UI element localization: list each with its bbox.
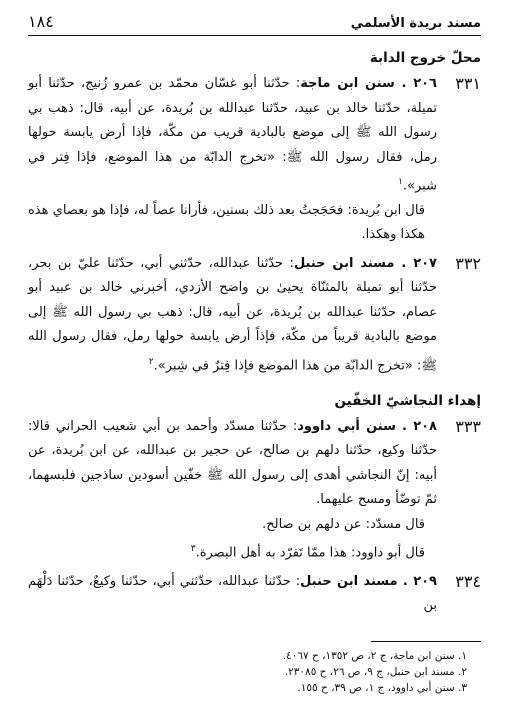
entry-number: ٣٣٢ — [455, 253, 481, 273]
entry-remark: قال مسدّد: عن دلهم بن صالح. — [262, 516, 425, 532]
entry-text — [28, 415, 437, 513]
entry-remark: قال ابن بُريدة: فحَجَجتُ بعد ذلك بسنين، فأرانا عصاً له، فإذا هو بعصاي هذه هكذا وهكذا. — [28, 202, 425, 243]
footnotes — [28, 648, 481, 696]
entry-narration: : حدّثنا أبو غسّان محمّد بن عمرو زُنيج، حدّثنا أبو تميلة، حدّثنا خالد بن عبيد، حدّثنا عبدالله بن بُريدة، عن أبيه، قال: ذهب بي رسول الله ﷺ إلى موضع بالبادية قريب من مكّة، فإذا أرض يابسة حولها رمل، فقال رسول الله ﷺ: «تخرج الدابّة من هذا الموضع، فإذا فِتر في شبر». — [28, 76, 437, 194]
entry-body — [28, 72, 437, 248]
entry-body — [28, 252, 437, 379]
hadith-entry — [28, 72, 481, 248]
running-title: مسند بريدة الأسلمي — [350, 16, 481, 31]
entry-number: ٣٣٣ — [455, 416, 481, 436]
entry-source: ٢٠٧ . مسند ابن حنبل — [293, 255, 437, 271]
entry-narration: : حدّثنا عبدالله، حدّثني أبي، حدّثنا وكيعٌ، حدّثنا دَلْهَم بن — [28, 573, 437, 614]
entry-narration: : حدّثنا مسدّد وأحمد بن أبي شعيب الحراني قالا: حدّثنا وكيع، حدّثنا دلهم بن صالح، عن حجير بن عبدالله، عن ابن بُريدة، عن أبيه: إنّ النجاشي أهدى إلى رسول الله ﷺ خفّين أسودين ساذجين فلبسهما، ثمّ توضّأ ومسح عليهما. — [28, 418, 437, 508]
hadith-entry — [28, 252, 481, 379]
entry-source: ٢٠٩ . مسند ابن حنبل — [300, 573, 437, 589]
entry-text — [28, 72, 437, 199]
footnote-ref: ٣ — [190, 544, 196, 555]
entry-source: ٢٠٨ . سنن أبي داوود — [297, 418, 437, 434]
footnote-ref: ١ — [398, 177, 403, 187]
section-heading: محلّ خروج الدابة — [369, 50, 481, 66]
hadith-entry — [28, 415, 481, 566]
hadith-entry — [28, 570, 481, 619]
running-header — [28, 12, 481, 36]
entry-source: ٢٠٦ . سنن ابن ماجة — [300, 76, 437, 91]
entry-body — [28, 415, 437, 566]
footnote: ١. سنن ابن ماجة، ج ٢، ص ١٣٥٢، ح ٤٠٦٧. — [282, 649, 467, 662]
footnote: ٣. سنن أبي داوود، ج ١، ص ٣٩، ح ١٥٥. — [297, 681, 467, 694]
entry-text — [28, 252, 437, 379]
entry-narration: : حدّثنا عبدالله، حدّثني أبي، حدّثنا عليّ بن بحر، حدّثنا أبو تميلة بالمثنّاة يحيىٰ بن واضح الأزدي، أخبرني خالد بن عبيد أبو عصام، حدّثنا عبدالله بن بُريدة، عن أبيه، قال: ذهب بي رسول الله ﷺ إلى موضع بالبادية قريباً من مكّة، فإذاً أرض يابسة حولها رمل، فقال رسول الله ﷺ: «تخرج الدابّة من هذا الموضع فإذا فِترٌ في شِبر». — [28, 255, 437, 374]
entry-number: ٣٣١ — [455, 74, 481, 93]
entry-body — [28, 570, 437, 619]
entry-text — [28, 570, 437, 619]
section-heading: إهداء النجاشيّ الخفّين — [334, 392, 481, 409]
footnote: ٢. مسند ابن حنبل، ج ٩، ص ٢٦، ح ٢٣٠٨٥. — [284, 665, 467, 678]
entry-remark: قال أبو داوود: هذا ممّا تَفرّد به أهل البصرة.$^٣$ — [190, 544, 425, 561]
page-number: ١٨٤ — [28, 12, 54, 31]
footnote-ref: ٢ — [148, 356, 154, 367]
footnote-rule — [371, 641, 481, 642]
entry-number: ٣٣٤ — [455, 571, 481, 591]
